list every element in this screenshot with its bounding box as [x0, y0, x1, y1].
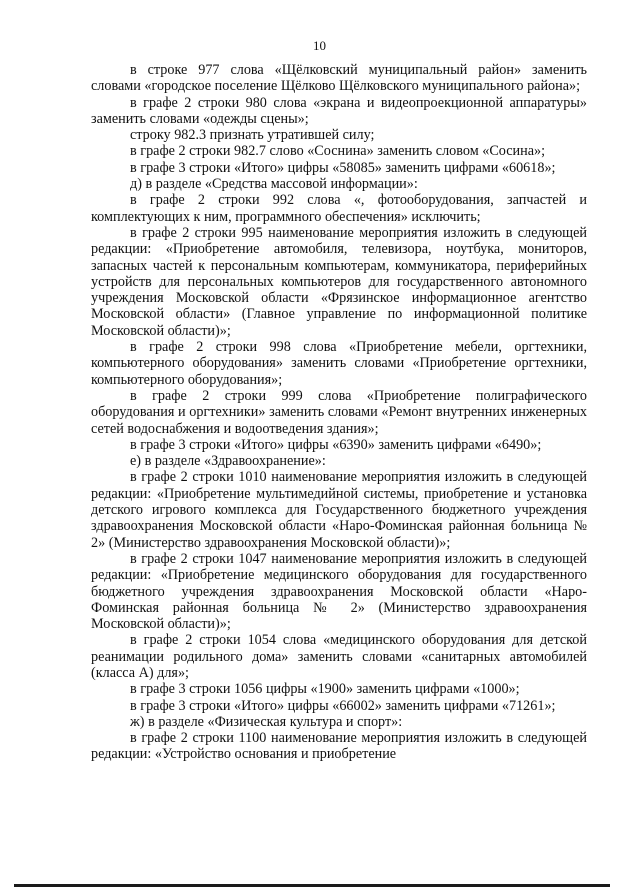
- paragraph: в графе 2 строки 998 слова «Приобретение мебели, оргтехники, компьютерного оборудования» заменить словами «Приобретение оргтехники, компьютерного оборудования»;: [91, 339, 587, 388]
- paragraph: в графе 2 строки 980 слова «экрана и видеопроекционной аппаратуры» заменить словами «одежды сцены»;: [91, 94, 587, 127]
- paragraph: строку 982.3 признать утратившей силу;: [130, 127, 375, 144]
- paragraph: в графе 2 строки 999 слова «Приобретение полиграфического оборудования и оргтехники» заменить словами «Ремонт внутренних инженерных сетей водоснабжения и водоотведения здания»;: [91, 387, 587, 437]
- paragraph: в графе 3 строки «Итого» цифры «58085» заменить цифрами «60618»;: [130, 159, 556, 176]
- document-body: [91, 62, 587, 763]
- paragraph: в графе 2 строки 992 слова «, фотооборудования, запчастей и комплектующих к ним, программного обеспечения» исключить;: [91, 192, 587, 225]
- paragraph: в графе 2 строки 1100 наименование мероприятия изложить в следующей редакции: «Устройство основания и приобретение: [91, 730, 587, 763]
- paragraph: в графе 3 строки 1056 цифры «1900» заменить цифрами «1000»;: [130, 681, 520, 698]
- section-heading: е) в разделе «Здравоохранение»:: [130, 453, 326, 470]
- section-heading: ж) в разделе «Физическая культура и спорт»:: [130, 713, 403, 730]
- paragraph: в строке 977 слова «Щёлковский муниципальный район» заменить словами «городское поселение Щёлково Щёлковского муниципального района»;: [91, 62, 587, 95]
- paragraph: в графе 3 строки «Итого» цифры «6390» заменить цифрами «6490»;: [130, 436, 542, 453]
- bottom-divider: [14, 884, 610, 887]
- section-heading: д) в разделе «Средства массовой информации»:: [130, 176, 418, 193]
- paragraph: в графе 3 строки «Итого» цифры «66002» заменить цифрами «71261»;: [130, 697, 556, 714]
- page-number: 10: [313, 38, 326, 53]
- paragraph: в графе 2 строки 1047 наименование мероприятия изложить в следующей редакции: «Приобретение медицинского оборудования для государственного бюджетного учреждения здравоохранения Московской области «Наро-Фоминская районная больница № 2» (Министерство здравоохранения Московской области)»;: [91, 550, 587, 633]
- paragraph: в графе 2 строки 1054 слова «медицинского оборудования для детской реанимации родильного дома» заменить словами «санитарных автомобилей (класса А) для»;: [91, 632, 587, 681]
- paragraph: в графе 2 строки 995 наименование мероприятия изложить в следующей редакции: «Приобретение автомобиля, телевизора, ноутбука, мониторов, запасных частей к персональным компьютерам, коммуникатора, периферийных устройств для персональных компьютеров для государственного автономного учреждения Московской области «Фрязинское информационное агентство Московской области» (Главное управление по информационной политике Московской области)»;: [91, 224, 587, 339]
- paragraph: в графе 2 строки 982.7 слово «Соснина» заменить словом «Сосина»;: [130, 143, 546, 160]
- paragraph: в графе 2 строки 1010 наименование мероприятия изложить в следующей редакции: «Приобретение мультимедийной системы, приобретение и установка детского игрового комплекса для Государственного бюджетного учреждения здравоохранения Московской области «Наро-Фоминская районная больница № 2» (Министерство здравоохранения Московской области)»;: [91, 469, 587, 551]
